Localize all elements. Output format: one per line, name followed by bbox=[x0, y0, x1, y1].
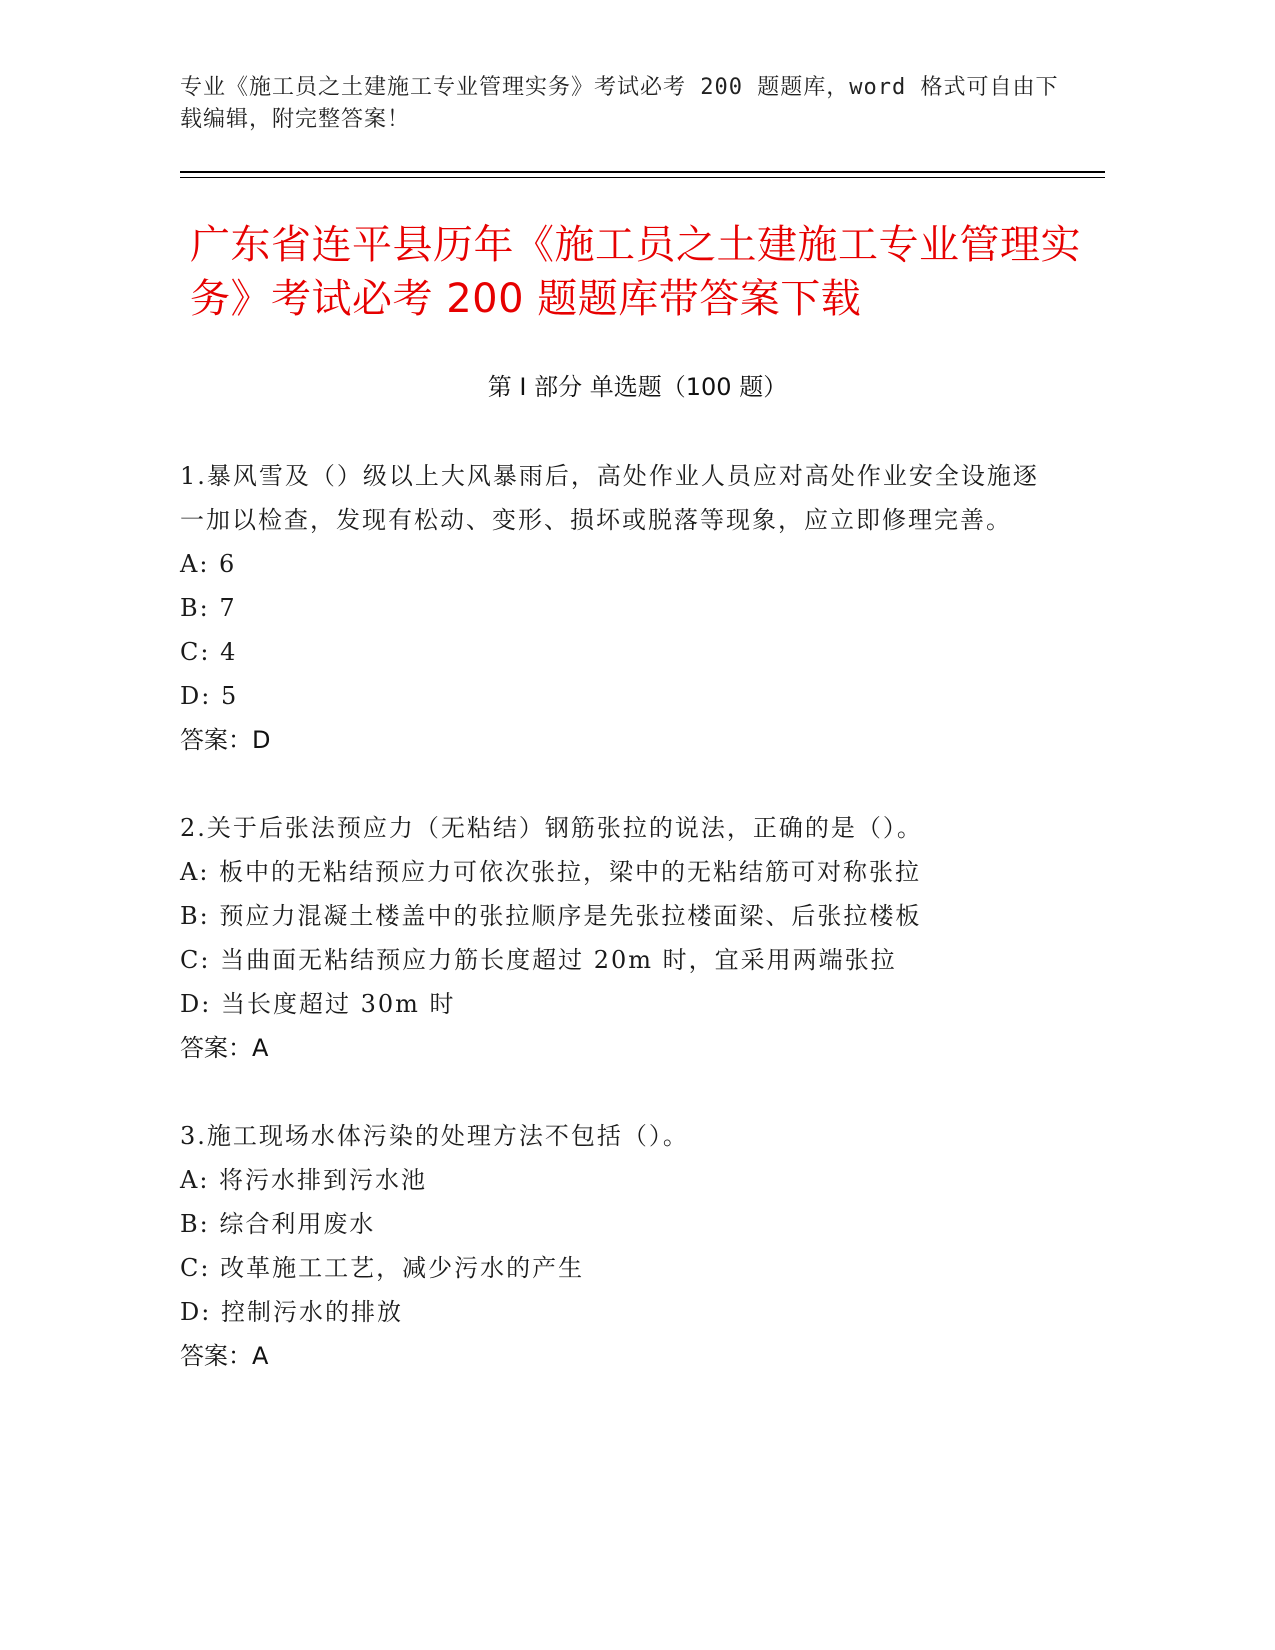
question-3 bbox=[180, 1114, 1040, 1378]
header-rule-thick bbox=[180, 171, 1105, 173]
option-b: B: 综合利用废水 bbox=[180, 1210, 376, 1238]
answer: 答案：A bbox=[180, 1034, 269, 1062]
option-d: D: 5 bbox=[180, 682, 239, 710]
question-1 bbox=[180, 454, 1040, 762]
question-stem: 1.暴风雪及（）级以上大风暴雨后，高处作业人员应对高处作业安全设施逐一加以检查，发现有松动、变形、损坏或脱落等现象，应立即修理完善。 bbox=[180, 462, 1039, 534]
section-heading: 第 I 部分 单选题（100 题） bbox=[487, 373, 788, 401]
option-a: A: 6 bbox=[180, 550, 237, 578]
header-rule-thin bbox=[180, 177, 1105, 178]
question-stem: 2.关于后张法预应力（无粘结）钢筋张拉的说法，正确的是（）。 bbox=[180, 814, 923, 842]
option-a: A: 板中的无粘结预应力可依次张拉，梁中的无粘结筋可对称张拉 bbox=[180, 858, 922, 886]
header-note: 专业《施工员之土建施工专业管理实务》考试必考 200 题题库，word 格式可自由下载编辑，附完整答案！ bbox=[180, 75, 1059, 132]
document-title: 广东省连平县历年《施工员之土建施工专业管理实务》考试必考 200 题题库带答案下载 bbox=[190, 222, 1081, 322]
option-d: D: 控制污水的排放 bbox=[180, 1298, 403, 1326]
option-c: C: 4 bbox=[180, 638, 238, 666]
option-a: A: 将污水排到污水池 bbox=[180, 1166, 428, 1194]
question-stem: 3.施工现场水体污染的处理方法不包括（）。 bbox=[180, 1122, 689, 1150]
question-2 bbox=[180, 806, 1040, 1070]
option-b: B: 7 bbox=[180, 594, 237, 622]
option-c: C: 改革施工工艺，减少污水的产生 bbox=[180, 1254, 585, 1282]
question-list bbox=[180, 454, 1040, 1422]
option-d: D: 当长度超过 30m 时 bbox=[180, 990, 456, 1018]
option-b: B: 预应力混凝土楼盖中的张拉顺序是先张拉楼面梁、后张拉楼板 bbox=[180, 902, 922, 930]
option-c: C: 当曲面无粘结预应力筋长度超过 20m 时，宜采用两端张拉 bbox=[180, 946, 897, 974]
answer: 答案：A bbox=[180, 1342, 269, 1370]
answer: 答案：D bbox=[180, 726, 271, 754]
